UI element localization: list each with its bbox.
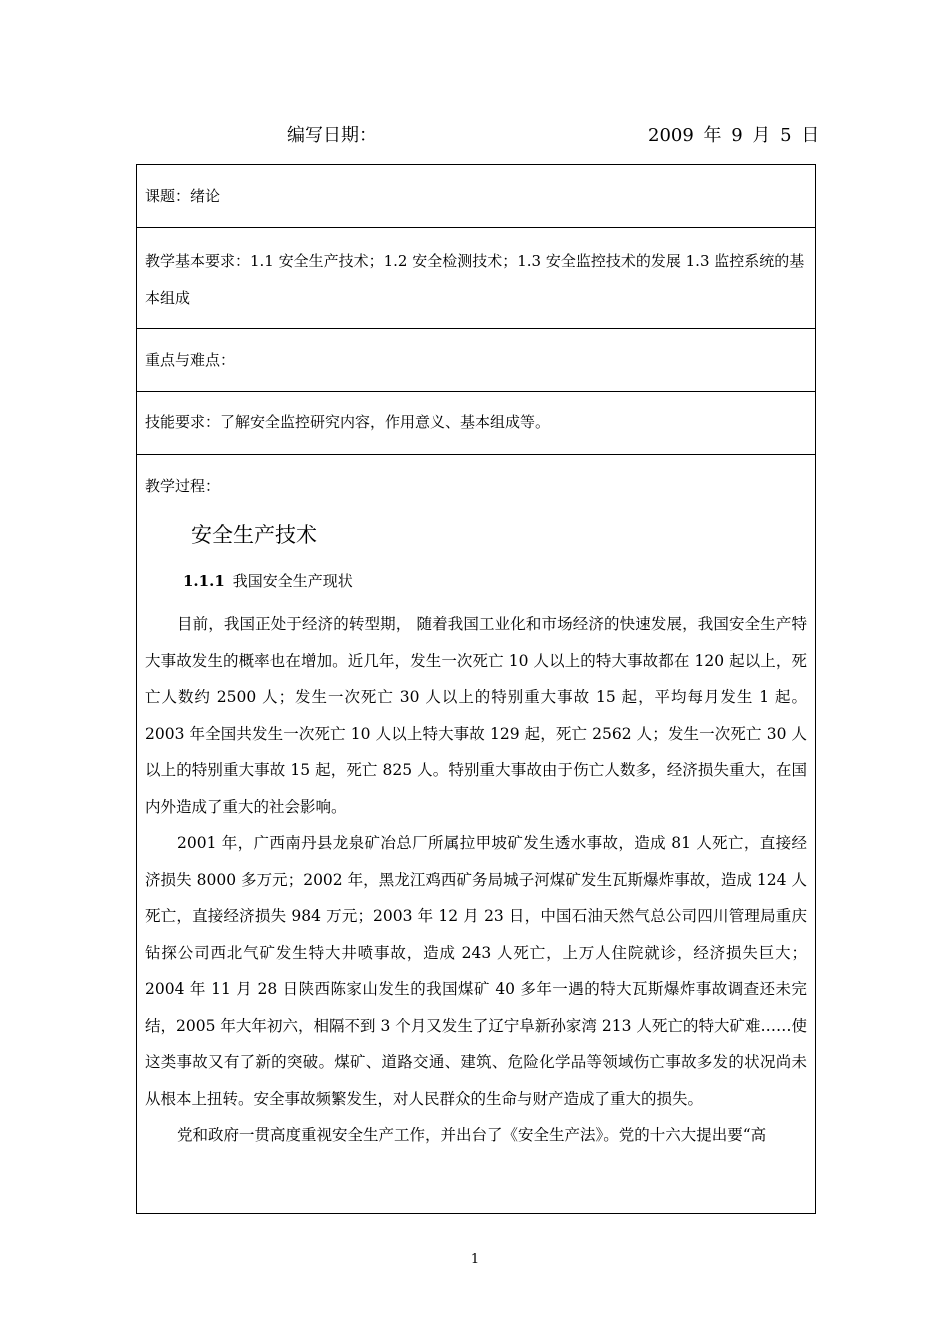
lesson-table	[136, 164, 816, 1214]
subsection-heading	[183, 566, 807, 596]
topic-text: 课题：绪论	[145, 187, 221, 205]
process-label: 教学过程：	[145, 477, 221, 495]
page-number: 1	[470, 1252, 480, 1267]
process-row	[137, 455, 815, 1213]
paragraph: 2001 年，广西南丹县龙泉矿冶总厂所属拉甲坡矿发生透水事故，造成 81 人死亡，直接经济损失 8000 多万元；2002 年，黑龙江鸡西矿务局城子河煤矿发生瓦斯爆炸事故，造成 124 人死亡，直接经济损失 984 万元；2003 年 12 月 23 日，中国石油天然气总公司四川管理局重庆钻探公司西北气矿发生特大井喷事故，造成 243 人死亡，上万人住院就诊，经济损失巨大；2004 年 11 月 28 日陕西陈家山发生的我国煤矿 40 多年一遇的特大瓦斯爆炸事故调查还未完结，2005 年大年初六，相隔不到 3 个月又发生了辽宁阜新孙家湾 213 人死亡的特大矿难……使这类事故又有了新的突破。煤矿、道路交通、建筑、危险化学品等领域伤亡事故多发的状况尚未从根本上扭转。安全事故频繁发生，对人民群众的生命与财产造成了重大的损失。	[145, 834, 807, 1108]
date-value: 2009 年 9 月 5 日	[648, 125, 820, 146]
requirements-text: 教学基本要求：1.1 安全生产技术；1.2 安全检测技术；1.3 安全监控技术的发展 1.3 监控系统的基本组成	[145, 252, 805, 307]
paragraph: 目前，我国正处于经济的转型期， 随着我国工业化和市场经济的快速发展，我国安全生产特大事故发生的概率也在增加。近几年，发生一次死亡 10 人以上的特大事故都在 120 起以上，死亡人数约 2500 人；发生一次死亡 30 人以上的特别重大事故 15 起，平均每月发生 1 起。2003 年全国共发生一次死亡 10 人以上特大事故 129 起，死亡 2562 人；发生一次死亡 30 人以上的特别重大事故 15 起，死亡 825 人。特别重大事故由于伤亡人数多，经济损失重大，在国内外造成了重大的社会影响。	[145, 615, 807, 816]
paragraph: 党和政府一贯高度重视安全生产工作，并出台了《安全生产法》。党的十六大提出要“高	[177, 1126, 767, 1144]
key-points-text: 重点与难点：	[145, 351, 236, 369]
topic-row	[137, 165, 815, 228]
key-points-row	[137, 329, 815, 392]
skills-row	[137, 392, 815, 455]
date-label: 编写日期：	[287, 125, 377, 146]
requirements-row	[137, 228, 815, 329]
subsection-number: 1.1.1	[183, 572, 225, 590]
section-title: 安全生产技术	[191, 523, 317, 547]
skills-text: 技能要求：了解安全监控研究内容，作用意义、基本组成等。	[145, 413, 551, 431]
subsection-title: 我国安全生产现状	[232, 572, 353, 590]
